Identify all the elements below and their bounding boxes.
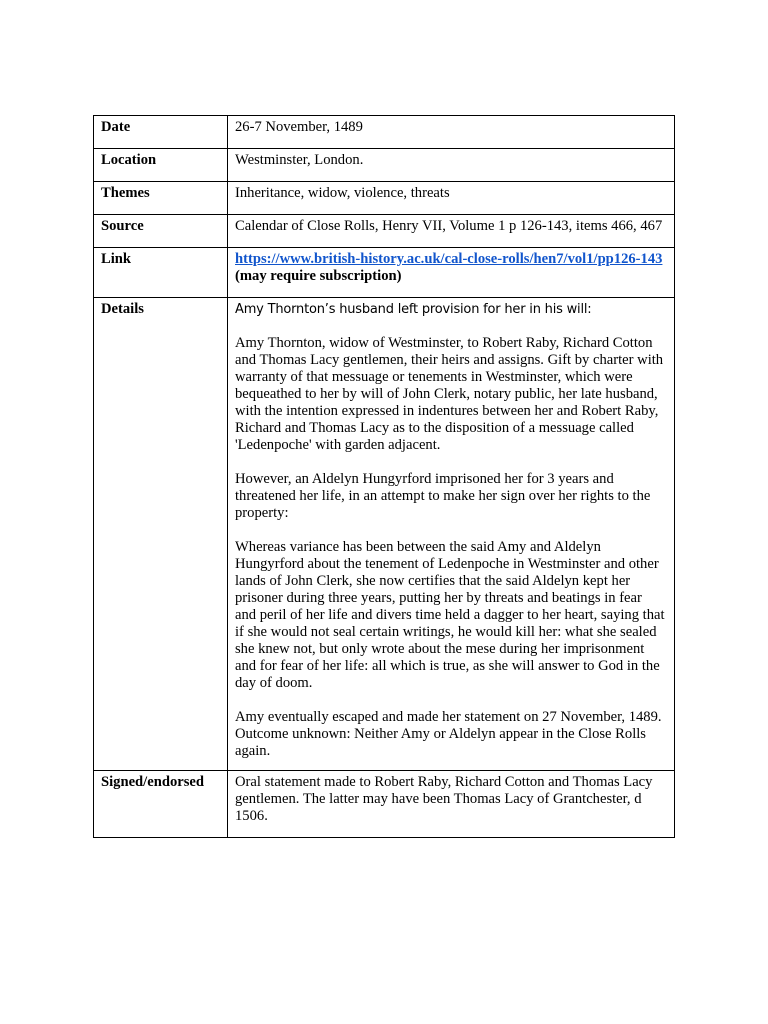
details-value (228, 298, 675, 771)
themes-value: Inheritance, widow, violence, threats (228, 182, 675, 215)
date-label: Date (94, 116, 228, 149)
details-paragraph: Amy eventually escaped and made her statement on 27 November, 1489. Outcome unknown: Neither Amy or Aldelyn appear in the Close Rolls again. (235, 709, 662, 759)
location-label: Location (94, 149, 228, 182)
source-value: Calendar of Close Rolls, Henry VII, Volume 1 p 126-143, items 466, 467 (228, 215, 675, 248)
details-paragraph: Whereas variance has been between the said Amy and Aldelyn Hungyrford about the tenement of Ledenpoche in Westminster and other lands of John Clerk, she now certifies that the said Aldelyn kept her prisoner during three years, putting her by threats and beatings in fear and peril of her life and divers time held a dagger to her heart, saying that if she would not seal certain writings, he would kill her: what she sealed she knew not, but only wrote about the mese during her imprisonment and for fear of her life: all which is true, as she will answer to God in the day of doom. (235, 539, 665, 691)
source-label: Source (94, 215, 228, 248)
row-source (94, 215, 675, 248)
row-signed (94, 771, 675, 838)
details-paragraph: Amy Thornton, widow of Westminster, to Robert Raby, Richard Cotton and Thomas Lacy gentlemen, their heirs and assigns. Gift by charter with warranty of that messuage or tenements in Westminster, which were bequeathed to her by will of John Clerk, notary public, her late husband, with the intention expressed in indentures between her and Robert Raby, Richard and Thomas Lacy as to the disposition of a messuage called 'Ledenpoche' with garden adjacent. (235, 335, 664, 453)
subscription-note: (may require subscription) (235, 268, 402, 284)
details-paragraph: However, an Aldelyn Hungyrford imprisoned her for 3 years and threatened her life, in an attempt to make her sign over her rights to the property: (235, 471, 651, 521)
date-value: 26-7 November, 1489 (228, 116, 675, 149)
row-location (94, 149, 675, 182)
row-date (94, 116, 675, 149)
record-table (93, 115, 675, 838)
details-paragraph: Amy Thornton’s husband left provision for her in his will: (235, 302, 592, 317)
location-value: Westminster, London. (228, 149, 675, 182)
signed-value: Oral statement made to Robert Raby, Richard Cotton and Thomas Lacy gentlemen. The latter may have been Thomas Lacy of Grantchester, d 1506. (228, 771, 675, 838)
row-link (94, 248, 675, 298)
link-label: Link (94, 248, 228, 298)
row-details (94, 298, 675, 771)
source-link[interactable]: https://www.british-history.ac.uk/cal-close-rolls/hen7/vol1/pp126-143 (235, 251, 663, 267)
themes-label: Themes (94, 182, 228, 215)
signed-label: Signed/endorsed (94, 771, 228, 838)
details-label: Details (94, 298, 228, 771)
link-value (228, 248, 675, 298)
row-themes (94, 182, 675, 215)
